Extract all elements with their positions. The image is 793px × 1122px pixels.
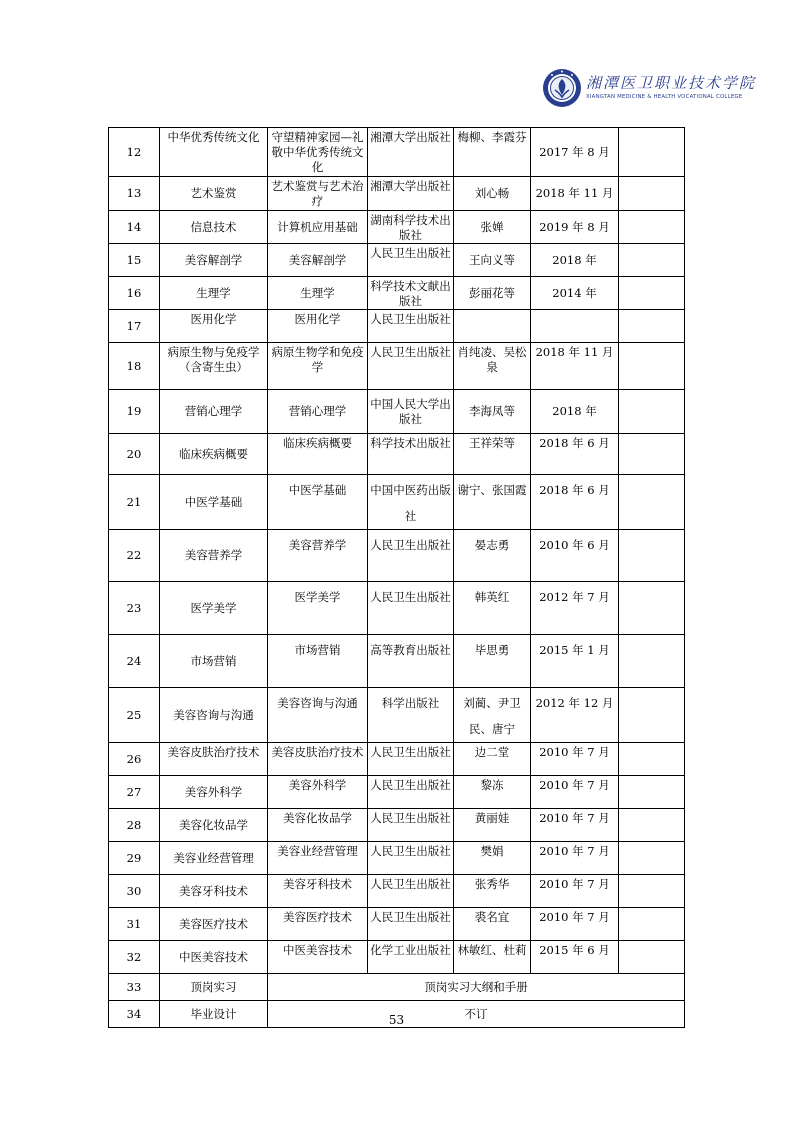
table-row [109,434,685,475]
publish-date: 2018 年 11 月 [531,177,619,211]
publish-date: 2019 年 8 月 [531,211,619,244]
table-row [109,809,685,842]
note [619,475,685,530]
publish-date: 2015 年 1 月 [531,635,619,688]
publisher: 化学工业出版社 [368,941,454,974]
table-row [109,128,685,177]
textbook-table [108,127,685,1028]
publish-date: 2010 年 7 月 [531,743,619,776]
row-number: 24 [109,635,160,688]
author: 张秀华 [454,875,531,908]
note [619,277,685,310]
publisher: 人民卫生出版社 [368,842,454,875]
course-name: 美容牙科技术 [160,875,268,908]
row-number: 23 [109,582,160,635]
table-row [109,582,685,635]
row-number: 13 [109,177,160,211]
table-row [109,343,685,390]
publisher: 人民卫生出版社 [368,875,454,908]
publisher: 人民卫生出版社 [368,244,454,277]
course-name: 市场营销 [160,635,268,688]
course-name: 营销心理学 [160,390,268,434]
textbook-name: 医用化学 [268,310,368,343]
row-number: 17 [109,310,160,343]
publish-date: 2010 年 7 月 [531,842,619,875]
publisher: 人民卫生出版社 [368,343,454,390]
author: 黄丽娃 [454,809,531,842]
table-row [109,635,685,688]
row-number: 25 [109,688,160,743]
course-name: 美容解剖学 [160,244,268,277]
row-number: 16 [109,277,160,310]
course-name: 美容营养学 [160,530,268,582]
textbook-name: 美容咨询与沟通 [268,688,368,743]
course-name: 美容皮肤治疗技术 [160,743,268,776]
publisher: 人民卫生出版社 [368,908,454,941]
course-name: 病原生物与免疫学（含寄生虫） [160,343,268,390]
college-logo [542,68,757,110]
note [619,582,685,635]
course-name: 临床疾病概要 [160,434,268,475]
table-row [109,941,685,974]
note [619,343,685,390]
textbook-name: 病原生物学和免疫学 [268,343,368,390]
row-number: 33 [109,974,160,1001]
textbook-name: 美容牙科技术 [268,875,368,908]
publish-date: 2010 年 7 月 [531,776,619,809]
note [619,310,685,343]
author: 彭丽花等 [454,277,531,310]
note [619,177,685,211]
author: 刘蔺、尹卫民、唐宁 [454,688,531,743]
textbook-name: 计算机应用基础 [268,211,368,244]
textbook-name: 美容医疗技术 [268,908,368,941]
textbook-name: 市场营销 [268,635,368,688]
textbook-name: 美容皮肤治疗技术 [268,743,368,776]
row-number: 20 [109,434,160,475]
row-number: 15 [109,244,160,277]
textbook-name: 中医美容技术 [268,941,368,974]
note [619,908,685,941]
publisher: 湘潭大学出版社 [368,177,454,211]
course-name: 信息技术 [160,211,268,244]
publisher: 湘潭大学出版社 [368,128,454,177]
publisher: 高等教育出版社 [368,635,454,688]
note [619,244,685,277]
author: 刘心畅 [454,177,531,211]
publisher: 科学出版社 [368,688,454,743]
publisher: 人民卫生出版社 [368,809,454,842]
publish-date: 2014 年 [531,277,619,310]
course-name: 美容医疗技术 [160,908,268,941]
row-number: 29 [109,842,160,875]
textbook-name: 守望精神家园—礼敬中华优秀传统文化 [268,128,368,177]
row-number: 12 [109,128,160,177]
college-emblem-icon [542,68,582,108]
publish-date: 2018 年 11 月 [531,343,619,390]
textbook-name: 美容营养学 [268,530,368,582]
table-row [109,211,685,244]
row-number: 18 [109,343,160,390]
note [619,211,685,244]
textbook-name: 生理学 [268,277,368,310]
course-name: 美容咨询与沟通 [160,688,268,743]
note [619,688,685,743]
note [619,128,685,177]
publish-date: 2018 年 [531,244,619,277]
textbook-name: 临床疾病概要 [268,434,368,475]
course-name: 美容业经营管理 [160,842,268,875]
publish-date: 2010 年 7 月 [531,908,619,941]
textbook-name: 美容业经营管理 [268,842,368,875]
row-number: 26 [109,743,160,776]
course-name: 顶岗实习 [160,974,268,1001]
note [619,875,685,908]
row-number: 21 [109,475,160,530]
publish-date: 2012 年 12 月 [531,688,619,743]
course-name: 美容外科学 [160,776,268,809]
author: 黎冻 [454,776,531,809]
row-number: 27 [109,776,160,809]
course-name: 中华优秀传统文化 [160,128,268,177]
publisher: 中国人民大学出版社 [368,390,454,434]
table-row [109,688,685,743]
course-name: 毕业设计 [160,1001,268,1028]
author: 韩英红 [454,582,531,635]
table-row [109,530,685,582]
author: 林敏红、杜莉 [454,941,531,974]
note [619,842,685,875]
table-row [109,277,685,310]
college-name: 湘潭医卫职业技术学院 [586,74,757,92]
publish-date: 2010 年 7 月 [531,875,619,908]
note [619,635,685,688]
row-number: 32 [109,941,160,974]
note [619,941,685,974]
textbook-name: 医学美学 [268,582,368,635]
row-number: 28 [109,809,160,842]
textbook-name: 中医学基础 [268,475,368,530]
course-name: 中医美容技术 [160,941,268,974]
publish-date: 2018 年 6 月 [531,434,619,475]
textbook-name: 美容外科学 [268,776,368,809]
course-name: 医学美学 [160,582,268,635]
publisher: 科学技术文献出版社 [368,277,454,310]
publisher: 人民卫生出版社 [368,310,454,343]
note [619,390,685,434]
course-name: 中医学基础 [160,475,268,530]
table-row [109,842,685,875]
publish-date: 2018 年 6 月 [531,475,619,530]
author: 谢宁、张国霞 [454,475,531,530]
publish-date [531,310,619,343]
author [454,310,531,343]
row-number: 22 [109,530,160,582]
table-row [109,875,685,908]
author: 梅柳、李霞芬 [454,128,531,177]
table-row [109,390,685,434]
publisher: 人民卫生出版社 [368,530,454,582]
note [619,530,685,582]
row-number: 30 [109,875,160,908]
author: 晏志勇 [454,530,531,582]
note [619,743,685,776]
publisher: 人民卫生出版社 [368,743,454,776]
row-number: 31 [109,908,160,941]
publish-date: 2018 年 [531,390,619,434]
author: 毕思勇 [454,635,531,688]
publish-date: 2015 年 6 月 [531,941,619,974]
row-number: 14 [109,211,160,244]
author: 边二堂 [454,743,531,776]
publish-date: 2017 年 8 月 [531,128,619,177]
table-row [109,974,685,1001]
publisher: 人民卫生出版社 [368,582,454,635]
table-row [109,776,685,809]
publisher: 中国中医药出版社 [368,475,454,530]
note [619,434,685,475]
table-row [109,743,685,776]
publish-date: 2010 年 7 月 [531,809,619,842]
row-number: 34 [109,1001,160,1028]
college-name-en: XIANGTAN MEDICINE & HEALTH VOCATIONAL COLLEGE [586,94,743,100]
page-number: 53 [388,1013,405,1027]
author: 张婵 [454,211,531,244]
table-row [109,244,685,277]
author: 裘名宜 [454,908,531,941]
row-number: 19 [109,390,160,434]
note [619,809,685,842]
course-name: 医用化学 [160,310,268,343]
table-row [109,177,685,211]
course-name: 美容化妆品学 [160,809,268,842]
publisher: 人民卫生出版社 [368,776,454,809]
course-name: 艺术鉴赏 [160,177,268,211]
note [619,776,685,809]
table-row [109,908,685,941]
merged-note: 不订 [268,1001,685,1028]
publisher: 湖南科学技术出版社 [368,211,454,244]
author: 李海凤等 [454,390,531,434]
table-row [109,310,685,343]
textbook-name: 美容解剖学 [268,244,368,277]
author: 王向义等 [454,244,531,277]
author: 肖纯凌、吴松泉 [454,343,531,390]
author: 樊娟 [454,842,531,875]
textbook-name: 艺术鉴赏与艺术治疗 [268,177,368,211]
publish-date: 2010 年 6 月 [531,530,619,582]
textbook-name: 美容化妆品学 [268,809,368,842]
textbook-name: 营销心理学 [268,390,368,434]
author: 王祥荣等 [454,434,531,475]
publisher: 科学技术出版社 [368,434,454,475]
publish-date: 2012 年 7 月 [531,582,619,635]
course-name: 生理学 [160,277,268,310]
table-row [109,475,685,530]
merged-note: 顶岗实习大纲和手册 [268,974,685,1001]
